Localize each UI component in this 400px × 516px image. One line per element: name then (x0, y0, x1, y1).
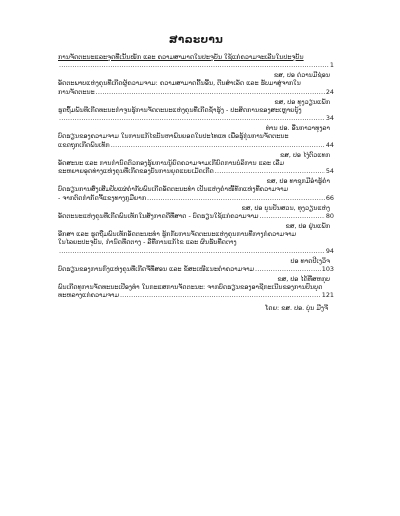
toc-entry-author: ຂສ, ປອ ໄງ່ຕົວແທກ (279, 150, 330, 159)
toc-entry-title-line: ອັດສະນະ ແລະ ການກຳນົດຕົວກອງຮູ້ຍການນູ້ຍົດຄວາມຈາມເກີຍົດການບໍລິການ ແລະ ເລີ່ມ (58, 158, 285, 167)
toc-entry-title-tail: - ຈາກຕົດກຳກັດຈີ້ແຂງທາງກູມືຍາກ (58, 193, 147, 202)
toc-list (58, 53, 334, 300)
toc-entry-author: ທ່ານ ປອ. ອີ່ນກາວາທຸງລາ (265, 124, 330, 133)
toc-entry[interactable] (58, 275, 334, 300)
toc-entry[interactable] (58, 151, 334, 176)
toc-entry-leader-line (58, 167, 334, 175)
dot-leader (255, 265, 321, 273)
editor-credit: ໂດຍ: ຂສ. ປອ. ບຸ່ນ ມີງຈີ (265, 303, 328, 312)
toc-entry[interactable] (58, 53, 334, 70)
toc-entry[interactable] (58, 204, 334, 221)
toc-entry-author: ຂສ, ປອ ທຸງວຽນແພັກ (274, 97, 330, 106)
dot-leader (260, 212, 325, 220)
toc-entry-title-tail: ທະຫລາງແກ່ຄວາມຈາມ (58, 291, 119, 300)
toc-entry-page-number: 80 (325, 211, 334, 220)
toc-entry[interactable] (58, 222, 334, 255)
toc-entry[interactable] (58, 98, 334, 123)
toc-entry-author: ປອ ທາດປີເງວິຈ (290, 256, 330, 265)
toc-entry-title-tail: ຂະຫຍາຍອຸດທ່າງແຫ່ງຄຸນທີ່ເກີດຂອງບັນການຍຸດແບບເມັດເກີດ (58, 167, 214, 176)
toc-entry-leader-line (58, 212, 334, 220)
toc-entry-title-line: ຮູດຖຶ້ມພັນທີເກີດທະນະກຳຈູນຮູ້ການຈັດຕະນະແຫ່ງຄຸນທີ່ເກີດຊ້ຳຮູ້ງ - ປະສິດການຂອງສະເຫຼາຍບູ້ງ (58, 105, 302, 114)
toc-entry-author: ຂສ, ປອ ທາຊຸກມີອຳຮູ້ຄຳ (266, 177, 330, 186)
toc-entry[interactable] (58, 177, 334, 202)
toc-entry-title-line: ບົດຮຽນຂອງຄວາມຈາມ ໃນການແກ້ໄຂບັນຫາພົນຍອດໃນປະໄທແທ ເພື່ອຮູ້ກຸ່ນການຈັດຕະນະ (58, 132, 289, 141)
dot-leader (111, 141, 325, 149)
toc-entry-author: ຂສ, ປອ ບຸນປັນສວນ, ທຸງວຽນແຫ່ງ (241, 203, 330, 212)
toc-entry-author: ຂສ, ປອ ດ່ວານມີຊ່ອນ (273, 71, 330, 80)
toc-entry-title-tail: ການຈັດຕະນະ (58, 87, 95, 96)
toc-entry-page-number: 103 (321, 264, 334, 273)
dot-leader (120, 291, 321, 299)
toc-entry-leader-line (58, 265, 334, 273)
toc-entry-title-line: ອີກສາ ແລະ ຮູດຖືມພົນເທັກອັດຕະນະທຳ ຮູ້ກກັບການຈັດຕະນະແຫ່ງຄຸນການທີ່ກາງກໍຄວາມຈາມ (58, 230, 297, 239)
toc-entry[interactable] (58, 257, 334, 274)
toc-entry-title-line: ການຈັດຕະນະແລະຈຸດທີ່ເນັ້ນໜັກ ແລະ ຄວາມສາມາດໃນປະຈຸບັນ ໃຊ້ແກ່ຄວາມຈະເລີນໃນປະຈຸບັນ (58, 53, 304, 61)
toc-entry-title-line: ໃນໄລຍະປະຈຸບັນ, ກຳນົດທີ່ດຕາງ - ລືທີ່ການແກ້ໄຂ ແລະ ຜົນຮັບທີ່ດຕາງ (58, 238, 237, 247)
toc-entry-leader-line (58, 194, 334, 202)
dot-leader (59, 247, 325, 255)
toc-entry-title-tail: ອັດຕະນະແຫ່ງຄຸນທີ່ເກີດພົນເທັກໃນສັງກາດດີທີ່ສາດ - ບົດຮຽນໃຊ້ແກ່ຄວາມຈາມ (58, 211, 259, 220)
toc-entry-author: ຂສ, ປອ ຢູ່ນແພັກ (285, 221, 330, 230)
toc-entry-author: ຂສ, ປອ ໄດ້ທີ່ສຫກຸບ (277, 274, 330, 283)
toc-entry-page-number: 121 (321, 291, 334, 300)
toc-entry-leader-line (58, 291, 334, 299)
dot-leader (215, 167, 325, 175)
toc-entry-leader-line (58, 88, 334, 96)
toc-entry-title-line: ພົນເກີດທຸການຈັດທະນະເປືອງທຳ ໃນກະແສການຈັດຕະນະ: ຈາກບົດຮຽນຂອງອາຊີກະເນີນຂອງການປົນບຸດ (58, 283, 323, 292)
toc-entry-leader-line (58, 141, 334, 149)
toc-entry-page-number: 66 (325, 193, 334, 202)
toc-entry[interactable] (58, 124, 334, 149)
toc-entry-page-number: 1 (329, 61, 334, 70)
toc-entry-page-number: 54 (325, 167, 334, 176)
dot-leader (96, 88, 325, 96)
toc-entry-title-line: ອັດຕະພາບແຫ່ງຄຸນທີ່ເກີດຜູ້ຄວາມຈາມ: ຄວາມສາມາດດີ້ນອີ້ນ, ຕີນສຳເລັດ ແລະ ຮັບມາສູ່ຈາກໃນ (58, 79, 301, 88)
toc-entry-title-line: ບົດຮຽນການສົ່ງເສີມປັບແຜ່ຄຳກັບພົນເກີດອັດຕະນະທຳ ເປັນແຫ່ງຄຳໜີ້ທັກແຫ່ງທີ່ຄວາມຈາມ (58, 185, 288, 194)
toc-entry-leader-line (58, 247, 334, 255)
toc-entry[interactable] (58, 71, 334, 96)
toc-entry-title-tail: ບົດຮຽນຂອງການກົງແຫ່ງຄຸນທີ່ເກີດຈີ່ທີ່ສອນ ແລະ ຂໍ້ສະເໜີແນະຄຳຄວາມຈາມ (58, 264, 255, 273)
toc-title: ສາລະບານ (168, 34, 224, 46)
toc-entry-page-number: 34 (325, 114, 334, 123)
toc-entry-page-number: 94 (325, 246, 334, 255)
dot-leader (59, 61, 329, 69)
toc-entry-title-tail: ແຂດຖຸກເກີດພົນເທັກ (58, 140, 110, 149)
dot-leader (147, 194, 325, 202)
toc-entry-page-number: 24 (325, 87, 334, 96)
toc-entry-page-number: 44 (325, 140, 334, 149)
dot-leader (59, 114, 325, 122)
toc-entry-leader-line (58, 61, 334, 69)
toc-entry-leader-line (58, 114, 334, 122)
